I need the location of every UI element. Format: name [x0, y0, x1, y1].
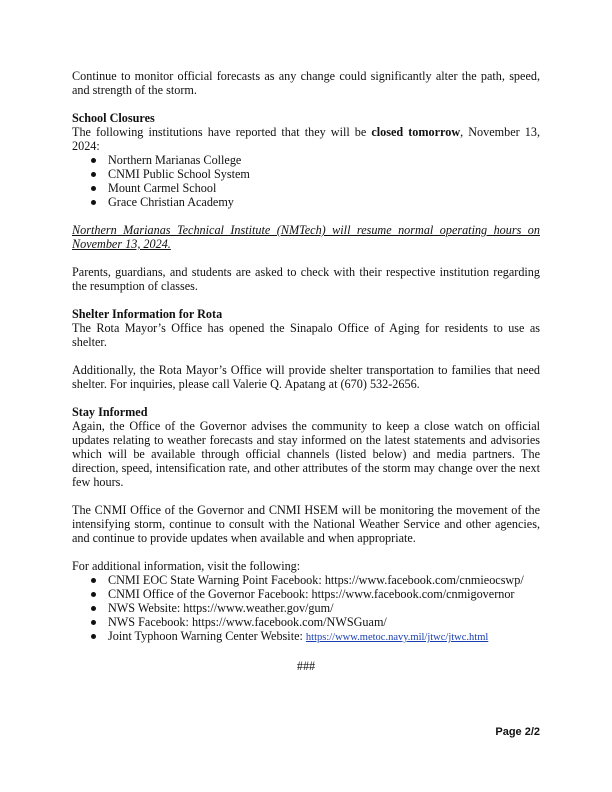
shelter-paragraph-2: Additionally, the Rota Mayor’s Office will provide shelter transportation to families that need shelter. For inquiries, please call Valerie Q. Apatang at (670) 532-2656.: [72, 363, 540, 391]
nws-website-url: https://www.weather.gov/gum/: [183, 601, 334, 615]
list-item: CNMI Office of the Governor Facebook: https://www.facebook.com/cnmigovernor: [72, 587, 540, 601]
list-item: Joint Typhoon Warning Center Website: https://www.metoc.navy.mil/jtwc/jtwc.html: [72, 629, 540, 645]
jtwc-website-link[interactable]: https://www.metoc.navy.mil/jtwc/jtwc.html: [305, 632, 489, 643]
eoc-facebook-url: https://www.facebook.com/cnmieocswp/: [324, 573, 524, 587]
nws-facebook-url: https://www.facebook.com/NWSGuam/: [191, 615, 387, 629]
stay-informed-paragraph-1: Again, the Office of the Governor advises the community to keep a close watch on official updates relating to weather forecasts and stay informed on the latest statements and advisories which will be available through official channels (listed below) and media partners. The direction, speed, intensification rate, and other attributes of the storm may change over the next few hours.: [72, 419, 540, 489]
list-item: NWS Website: https://www.weather.gov/gum/: [72, 601, 540, 615]
intro-paragraph: Continue to monitor official forecasts as any change could significantly alter the path, speed, and strength of the storm.: [72, 69, 540, 97]
bullet-icon: [91, 592, 96, 597]
parents-note: Parents, guardians, and students are asked to check with their respective institution regarding the resumption of classes.: [72, 265, 540, 293]
closed-tomorrow-emphasis: closed tomorrow: [371, 125, 461, 139]
stay-informed-heading: Stay Informed: [72, 405, 148, 419]
bullet-icon: [91, 172, 96, 177]
school-closures-lead: The following institutions have reported that they will be closed tomorrow, November 13, 2024:: [72, 125, 540, 153]
closures-list: [72, 153, 540, 209]
stay-informed-paragraph-2: The CNMI Office of the Governor and CNMI HSEM will be monitoring the movement of the intensifying storm, continue to consult with the National Weather Service and other agencies, and continue to provide updates when available and when appropriate.: [72, 503, 540, 545]
bullet-icon: [91, 606, 96, 611]
page-number: Page 2/2: [495, 726, 540, 738]
list-item: CNMI Public School System: [72, 167, 540, 181]
list-item: CNMI EOC State Warning Point Facebook: https://www.facebook.com/cnmieocswp/: [72, 573, 540, 587]
list-item: Grace Christian Academy: [72, 195, 540, 209]
bullet-icon: [91, 578, 96, 583]
bullet-icon: [91, 158, 96, 163]
document-page: [72, 69, 540, 673]
additional-info-lead: For additional information, visit the following:: [72, 559, 301, 573]
resources-list: [72, 573, 540, 645]
shelter-heading: Shelter Information for Rota: [72, 307, 223, 321]
governor-facebook-url: https://www.facebook.com/cnmigovernor: [311, 587, 515, 601]
end-mark: ###: [296, 659, 316, 673]
list-item: Northern Marianas College: [72, 153, 540, 167]
bullet-icon: [91, 186, 96, 191]
school-closures-heading: School Closures: [72, 111, 155, 125]
list-item: Mount Carmel School: [72, 181, 540, 195]
shelter-paragraph-1: The Rota Mayor’s Office has opened the Sinapalo Office of Aging for residents to use as shelter.: [72, 321, 540, 349]
bullet-icon: [91, 634, 96, 639]
nmtech-note: Northern Marianas Technical Institute (NMTech) will resume normal operating hours on November 13, 2024.: [72, 223, 540, 251]
bullet-icon: [91, 200, 96, 205]
list-item: NWS Facebook: https://www.facebook.com/NWSGuam/: [72, 615, 540, 629]
bullet-icon: [91, 620, 96, 625]
